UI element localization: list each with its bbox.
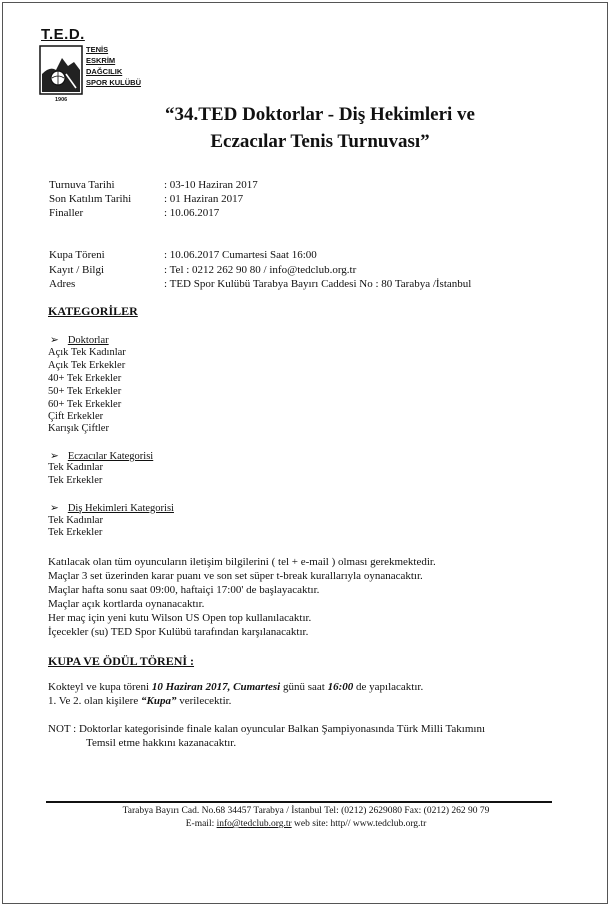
category-item: 50+ Tek Erkekler (48, 386, 122, 397)
category-item: 60+ Tek Erkekler (48, 399, 122, 410)
rule-line: Her maç için yeni kutu Wilson US Open top kullanılacaktır. (48, 612, 312, 624)
rule-line: İçecekler (su) TED Spor Kulübü tarafından karşılanacaktır. (48, 626, 309, 638)
info-label-1: Kupa Töreni (49, 249, 105, 261)
category-item: Açık Tek Kadınlar (48, 347, 126, 358)
club-logo-emblem (38, 44, 84, 96)
category-item: Karışık Çiftler (48, 423, 109, 434)
footer-divider (46, 801, 552, 803)
logo-year: 1906 (55, 97, 68, 103)
category-item: Tek Kadınlar (48, 515, 103, 526)
info-value-2: : Tel : 0212 262 90 80 / info@tedclub.org.tr (164, 264, 357, 276)
group-dis-hekimleri (50, 502, 174, 514)
rule-line: Maçlar açık kortlarda oynanacaktır. (48, 598, 205, 610)
date-value-2: : 01 Haziran 2017 (164, 193, 244, 205)
ceremony-line-1: Kokteyl ve kupa töreni 10 Haziran 2017, Cumartesi günü saat 16:00 de yapılacaktır. (48, 681, 424, 693)
email-link[interactable]: info@tedclub.org.tr (216, 819, 292, 829)
rule-line: Katılacak olan tüm oyuncuların iletişim bilgilerini ( tel + e-mail ) olması gerekmektedir. (48, 556, 436, 568)
group-eczacilar (50, 450, 153, 462)
logo-line-1: TENİS (86, 45, 109, 54)
info-value-1: : 10.06.2017 Cumartesi Saat 16:00 (164, 249, 317, 261)
logo-line-3: DAĞCILIK (86, 67, 123, 76)
group-title: Eczacılar Kategorisi (67, 451, 154, 462)
ceremony-heading: KUPA VE ÖDÜL TÖRENİ : (48, 654, 195, 668)
category-item: Tek Erkekler (48, 527, 103, 538)
date-label-1: Turnuva Tarihi (49, 179, 115, 191)
title-line-1: “34.TED Doktorlar - Diş Hekimleri ve (165, 104, 475, 125)
category-item: 40+ Tek Erkekler (48, 373, 122, 384)
arrow-icon: ➢ (50, 503, 59, 514)
logo-line-2: ESKRİM (86, 56, 116, 65)
rule-line: Maçlar 3 set üzerinden karar puanı ve son set süper t-break kurallarıyla oynanacaktır. (48, 570, 423, 582)
group-doktorlar (50, 334, 109, 346)
category-item: Açık Tek Erkekler (48, 360, 126, 371)
note-line-2: Temsil etme hakkını kazanacaktır. (86, 737, 237, 749)
group-title: Doktorlar (67, 335, 109, 346)
rule-line: Maçlar hafta sonu saat 09:00, haftaiçi 17:00' de başlayacaktır. (48, 584, 320, 596)
info-label-2: Kayıt / Bilgi (49, 264, 104, 276)
footer-address: Tarabya Bayırı Cad. No.68 34457 Tarabya / İstanbul Tel: (0212) 2629080 Fax: (0212) 262 90 79 (122, 806, 490, 816)
date-label-2: Son Katılım Tarihi (49, 193, 132, 205)
date-label-3: Finaller (49, 207, 84, 219)
category-item: Tek Erkekler (48, 475, 103, 486)
note-line-1: NOT : Doktorlar kategorisinde finale kalan oyuncular Balkan Şampiyonasında Türk Milli Takımını (48, 723, 486, 735)
ceremony-line-2: 1. Ve 2. olan kişilere “Kupa” verilecektir. (48, 695, 232, 707)
footer-contact: E-mail: info@tedclub.org.tr web site: http// www.tedclub.org.tr (185, 819, 427, 829)
date-value-3: : 10.06.2017 (164, 207, 220, 219)
info-label-3: Adres (49, 278, 76, 290)
date-value-1: : 03-10 Haziran 2017 (164, 179, 258, 191)
categories-heading: KATEGORİLER (48, 304, 138, 318)
logo-abbr: T.E.D. (41, 26, 85, 43)
info-value-3: : TED Spor Kulübü Tarabya Bayırı Caddesi No : 80 Tarabya /İstanbul (164, 278, 472, 290)
arrow-icon: ➢ (50, 335, 59, 346)
arrow-icon: ➢ (50, 451, 59, 462)
title-line-2: Eczacılar Tenis Turnuvası” (210, 131, 430, 152)
category-item: Çift Erkekler (48, 411, 104, 422)
category-item: Tek Kadınlar (48, 462, 103, 473)
group-title: Diş Hekimleri Kategorisi (67, 503, 174, 514)
logo-line-4: SPOR KULÜBÜ (86, 78, 142, 87)
